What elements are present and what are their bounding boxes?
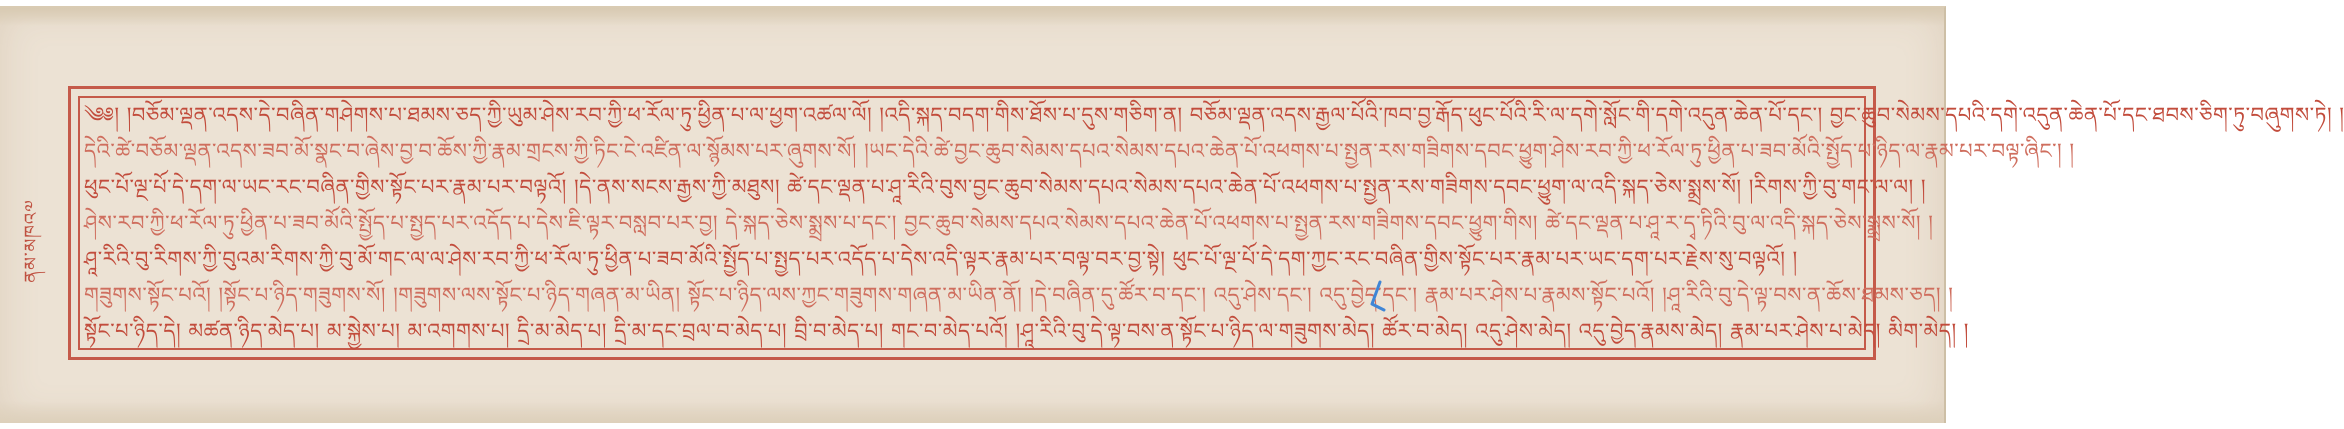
margin-label-text: ནམ་མཁའ༧ xyxy=(21,199,43,283)
text-line-6: གཟུགས་སྟོང་པའོ། །སྟོང་པ་ཉིད་གཟུགས་སོ། །གཟུགས་ལས་སྟོང་པ་ཉིད་གཞན་མ་ཡིན། སྟོང་པ་ཉིད་ལས་ཀྱང་གཟུགས་གཞན་མ་ཡིན་ནོ། །དེ་བཞིན་དུ་ཚོར་བ་དང་། འདུ་ཤེས་དང་། འདུ་བྱེད་དང་། རྣམ་པར་ཤེས་པ་རྣམས་སྟོང་པའོ། །ཤཱ་རིའི་བུ་དེ་ལྟ་བས་ན་ཆོས་ཐམས་ཅད། ། xyxy=(84,283,1954,307)
text-line-4: ཤེས་རབ་ཀྱི་ཕ་རོལ་ཏུ་ཕྱིན་པ་ཟབ་མོའི་སྤྱོད་པ་སྤྱད་པར་འདོད་པ་དེས་ཇི་ལྟར་བསླབ་པར་བྱ། དེ་སྐད་ཅེས་སྨྲས་པ་དང་། བྱང་ཆུབ་སེམས་དཔའ་སེམས་དཔའ་ཆེན་པོ་འཕགས་པ་སྤྱན་རས་གཟིགས་དབང་ཕྱུག་གིས། ཚེ་དང་ལྡན་པ་ཤཱ་ར་དྭ་ཏིའི་བུ་ལ་འདི་སྐད་ཅེས་སྨྲས་སོ། ། xyxy=(84,211,1934,235)
scripture-text-block xyxy=(84,100,2344,346)
manuscript-folio xyxy=(0,6,2344,423)
text-line-2: དེའི་ཚེ་བཅོམ་ལྡན་འདས་ཟབ་མོ་སྣང་བ་ཞེས་བྱ་བ་ཆོས་ཀྱི་རྣམ་གྲངས་ཀྱི་ཏིང་ངེ་འཛིན་ལ་སྙོམས་པར་ཞུགས་སོ། །ཡང་དེའི་ཚེ་བྱང་ཆུབ་སེམས་དཔའ་སེམས་དཔའ་ཆེན་པོ་འཕགས་པ་སྤྱན་རས་གཟིགས་དབང་ཕྱུག་ཤེས་རབ་ཀྱི་ཕ་རོལ་ཏུ་ཕྱིན་པ་ཟབ་མོའི་སྤྱོད་པ་ཉིད་ལ་རྣམ་པར་བལྟ་ཞིང་། ། xyxy=(84,139,2075,163)
correction-mark-icon xyxy=(1368,280,1388,314)
margin-folio-label xyxy=(22,196,52,286)
text-line-3: ཕུང་པོ་ལྔ་པོ་དེ་དག་ལ་ཡང་རང་བཞིན་གྱིས་སྟོང་པར་རྣམ་པར་བལྟའོ། །དེ་ནས་སངས་རྒྱས་ཀྱི་མཐུས། ཚེ་དང་ལྡན་པ་ཤཱ་རིའི་བུས་བྱང་ཆུབ་སེམས་དཔའ་སེམས་དཔའ་ཆེན་པོ་འཕགས་པ་སྤྱན་རས་གཟིགས་དབང་ཕྱུག་ལ་འདི་སྐད་ཅེས་སྨྲས་སོ། །རིགས་ཀྱི་བུ་གང་ལ་ལ། ། xyxy=(84,175,1927,199)
text-line-7: སྟོང་པ་ཉིད་དེ། མཚན་ཉིད་མེད་པ། མ་སྐྱེས་པ། མ་འགགས་པ། དྲི་མ་མེད་པ། དྲི་མ་དང་བྲལ་བ་མེད་པ། བྲི་བ་མེད་པ། གང་བ་མེད་པའོ། །ཤཱ་རིའི་བུ་དེ་ལྟ་བས་ན་སྟོང་པ་ཉིད་ལ་གཟུགས་མེད། ཚོར་བ་མེད། འདུ་ཤེས་མེད། འདུ་བྱེད་རྣམས་མེད། རྣམ་པར་ཤེས་པ་མེད། མིག་མེད། ། xyxy=(84,319,1969,343)
text-line-1: ༄༅། །བཅོམ་ལྡན་འདས་དེ་བཞིན་གཤེགས་པ་ཐམས་ཅད་ཀྱི་ཡུམ་ཤེས་རབ་ཀྱི་ཕ་རོལ་ཏུ་ཕྱིན་པ་ལ་ཕྱག་འཚལ་ལོ། །འདི་སྐད་བདག་གིས་ཐོས་པ་དུས་གཅིག་ན། བཅོམ་ལྡན་འདས་རྒྱལ་པོའི་ཁབ་བྱ་རྒོད་ཕུང་པོའི་རི་ལ་དགེ་སློང་གི་དགེ་འདུན་ཆེན་པོ་དང་། བྱང་ཆུབ་སེམས་དཔའི་དགེ་འདུན་ཆེན་པོ་དང་ཐབས་ཅིག་ཏུ་བཞུགས་ཏེ། ། xyxy=(84,103,2344,127)
text-line-5: ཤཱ་རིའི་བུ་རིགས་ཀྱི་བུའམ་རིགས་ཀྱི་བུ་མོ་གང་ལ་ལ་ཤེས་རབ་ཀྱི་ཕ་རོལ་ཏུ་ཕྱིན་པ་ཟབ་མོའི་སྤྱོད་པ་སྤྱད་པར་འདོད་པ་དེས་འདི་ལྟར་རྣམ་པར་བལྟ་བར་བྱ་སྟེ། ཕུང་པོ་ལྔ་པོ་དེ་དག་ཀྱང་རང་བཞིན་གྱིས་སྟོང་པར་རྣམ་པར་ཡང་དག་པར་རྗེས་སུ་བལྟའོ། ། xyxy=(84,247,1798,271)
